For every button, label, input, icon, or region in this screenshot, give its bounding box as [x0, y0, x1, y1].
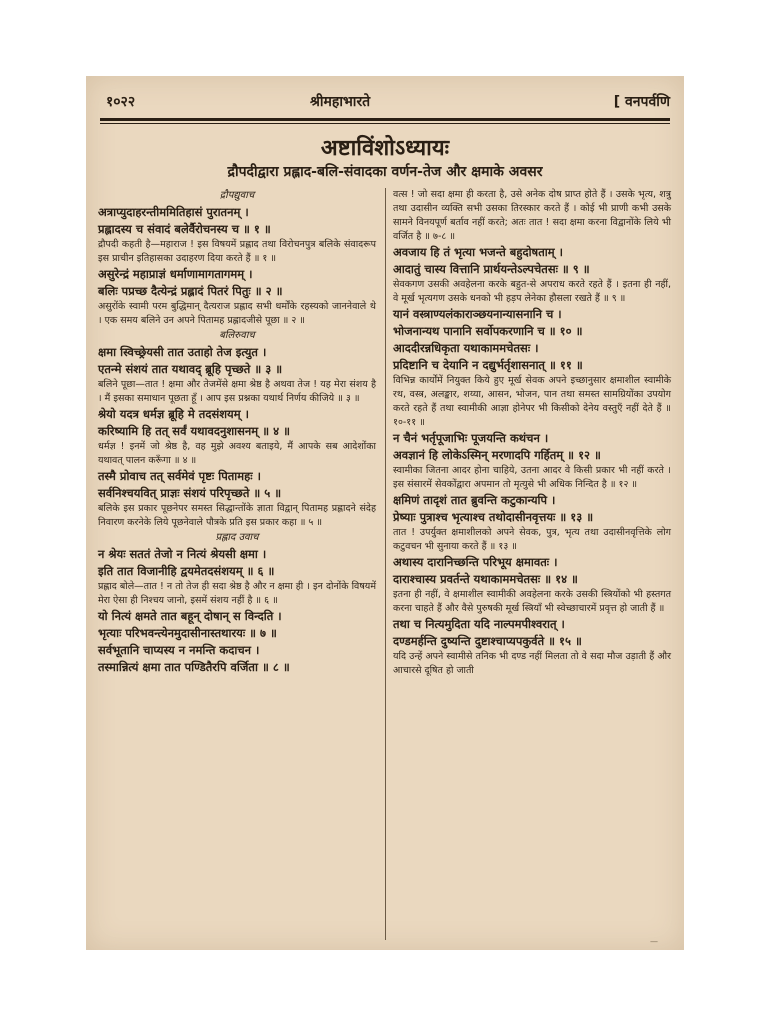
translation-paragraph: प्रह्लाद बोले—तात ! न तो तेज ही सदा श्रेष्ठ है और न क्षमा ही । इन दोनोंके विषयमें मेरा ऐसा ही निश्चय जानो, इसमें संशय नहीं है ॥ ६ ॥ — [98, 581, 376, 606]
verse-line: दाराश्चास्य प्रवर्तन्ते यथाकाममचेतसः ॥ १४ ॥ — [393, 572, 578, 586]
book-title: श्रीमहाभारते — [310, 94, 371, 110]
chapter-title: अष्टाविंशोऽध्यायः — [320, 136, 450, 161]
translation-paragraph: बलिने पूछा—तात ! क्षमा और तेजमेंसे क्षमा श्रेष्ठ है अथवा तेज ! यह मेरा संशय है । मैं इसका समाधान पूछता हूँ । आप इस प्रश्नका यथार्थ निर्णय कीजिये ॥ ३ ॥ — [98, 379, 376, 404]
translation-paragraph: बलिके इस प्रकार पूछनेपर समस्त सिद्धान्तोंके ज्ञाता विद्वान् पितामह प्रह्लादने संदेह निवारण करनेके लिये पूछनेवाले पौत्रके प्रति इस प्रकार कहा ॥ ५ ॥ — [98, 503, 376, 528]
verse-line: प्रेष्याः पुत्राश्च भृत्याश्च तथोदासीनवृत्तयः ॥ १३ ॥ — [393, 510, 594, 524]
verse-line: तथा च नित्यमुदिता यदि नाल्पमपीश्वरात् । — [393, 617, 565, 631]
verse-line: न श्रेयः सततं तेजो न नित्यं श्रेयसी क्षमा । — [98, 547, 267, 561]
verse-line: आदातुं चास्य वित्तानि प्रार्थयन्तेऽल्पचेतसः ॥ ९ ॥ — [393, 262, 590, 276]
translation-paragraph: स्वामीका जितना आदर होना चाहिये, उतना आदर वे किसी प्रकार भी नहीं करते । इस संसारमें सेवकोंद्वारा अपमान तो मृत्युसे भी अधिक निन्दित है ॥ १२ ॥ — [393, 465, 671, 490]
verse-line: भृत्याः परिभवन्त्येनमुदासीनास्तथारयः ॥ ७ ॥ — [98, 626, 277, 640]
translation-paragraph: असुरोंके स्वामी परम बुद्धिमान् दैत्यराज प्रह्लाद सभी धर्मोंके रहस्यको जाननेवाले थे । एक समय बलिने उन अपने पितामह प्रह्लादजीसे पूछा ॥ २ ॥ — [98, 301, 376, 326]
verse-line: आददीरन्नधिकृता यथाकाममचेतसः । — [393, 341, 539, 355]
verse-line: यानं वस्त्राण्यलंकाराञ्छयनान्यासनानि च । — [393, 307, 562, 321]
verse-line: न चैनं भर्तृपूजाभिः पूजयन्ति कथंचन । — [393, 431, 549, 445]
translation-paragraph: विभिन्न कार्योंमें नियुक्त किये हुए मूर्ख सेवक अपने इच्छानुसार क्षमाशील स्वामीके रथ, वस्त्र, अलङ्कार, शय्या, आसन, भोजन, पान तथा समस्त सामग्रियोंका उपयोग करते रहते हैं तथा स्वामीकी आज्ञा होनेपर भी किसीको देनेय वस्तुएँ नहीं देते हैं ॥ १०-११ ॥ — [393, 375, 671, 428]
verse-line: तस्मान्नित्यं क्षमा तात पण्डितैरपि वर्जिता ॥ ८ ॥ — [98, 660, 290, 674]
verse-line: असुरेन्द्रं महाप्राज्ञं धर्माणामागतागमम् । — [98, 267, 253, 281]
verse-line: दण्डमर्हन्ति दुष्यन्ति दुष्टाश्चाप्यपकुर्वते ॥ १५ ॥ — [393, 634, 582, 648]
verse-line: प्रह्लादस्य च संवादं बलेर्वैरोचनस्य च ॥ १ ॥ — [98, 222, 271, 236]
header-rule — [100, 118, 670, 121]
translation-paragraph: सेवकगण उसकी अवहेलना करके बहुत-से अपराध करते रहते हैं । इतना ही नहीं, वे मूर्ख भृत्यगण उसके धनको भी हड़प लेनेका हौसला रखते हैं ॥ ९ ॥ — [393, 279, 671, 304]
translation-paragraph: इतना ही नहीं, वे क्षमाशील स्वामीकी अवहेलना करके उसकी स्त्रियोंको भी हस्तगत करना चाहते हैं और वैसे पुरुषकी मूर्ख स्त्रियाँ भी स्वेच्छाचारमें प्रवृत्त हो जाती हैं ॥ — [393, 589, 671, 614]
verse-line: एतन्मे संशयं तात यथावद् ब्रूहि पृच्छते ॥ ३ ॥ — [98, 362, 283, 376]
header-rule-thin — [100, 123, 670, 124]
speaker-heading: बलिरुवाच — [219, 330, 255, 341]
speaker-heading: प्रह्लाद उवाच — [215, 532, 259, 543]
verse-line: श्रेयो यदत्र धर्मज्ञ ब्रूहि मे तदसंशयम् । — [98, 407, 249, 421]
running-header — [100, 90, 670, 116]
page-number: १०२२ — [106, 94, 136, 110]
translation-paragraph: यदि उन्हें अपने स्वामीसे तनिक भी दण्ड नहीं मिलता तो वे सदा मौज उड़ाती हैं और आचारसे दूषित हो जाती — [393, 651, 671, 676]
verse-line: क्षमिणं तादृशं तात ब्रुवन्ति कटुकान्यपि । — [393, 493, 556, 507]
book-page — [86, 76, 684, 950]
verse-line: प्रदिष्टानि च देयानि न दद्युर्भर्तृशासनात् ॥ ११ ॥ — [393, 358, 583, 372]
verse-line: भोजनान्यथ पानानि सर्वोपकरणानि च ॥ १० ॥ — [393, 324, 583, 338]
print-mark: — — [650, 937, 658, 946]
translation-paragraph: तात ! उपर्युक्त क्षमाशीलको अपने सेवक, पुत्र, भृत्य तथा उदासीनवृत्तिके लोग कटुवचन भी सुनाया करते हैं ॥ १३ ॥ — [393, 527, 671, 552]
verse-line: सर्वभूतानि चाप्यस्य न नमन्ति कदाचन । — [98, 643, 260, 657]
verse-line: यो नित्यं क्षमते तात बहून् दोषान् स विन्दति । — [98, 609, 282, 623]
right-column — [393, 188, 671, 678]
verse-line: क्षमा स्विच्छ्रेयसी तात उताहो तेज इत्युत । — [98, 345, 267, 359]
translation-paragraph: द्रौपदी कहती है—महाराज ! इस विषयमें प्रह्लाद तथा विरोचनपुत्र बलिके संवादरूप इस प्राचीन इतिहासका उदाहरण दिया करते हैं ॥ १ ॥ — [98, 239, 376, 264]
verse-line: इति तात विजानीहि द्वयमेतदसंशयम् ॥ ६ ॥ — [98, 564, 275, 578]
verse-line: सर्वनिश्चयवित् प्राज्ञः संशयं परिपृच्छते ॥ ५ ॥ — [98, 486, 282, 500]
chapter-subtitle: द्रौपदीद्वारा प्रह्लाद-बलि-संवादका वर्णन-तेज और क्षमाके अवसर — [227, 164, 543, 180]
section-name: [ वनपर्वणि — [613, 94, 670, 110]
translation-paragraph: धर्मज्ञ ! इनमें जो श्रेष्ठ है, वह मुझे अवश्य बताइये, मैं आपके सब आदेशोंका यथावत् पालन करूँगा ॥ ४ ॥ — [98, 441, 376, 466]
verse-line: अवजाय हि तं भृत्या भजन्ते बहुदोषताम् । — [393, 245, 563, 259]
column-divider — [385, 188, 386, 940]
verse-line: अवज्ञानं हि लोकेऽस्मिन् मरणादपि गर्हितम् ॥ १२ ॥ — [393, 448, 601, 462]
left-column — [98, 188, 376, 676]
verse-line: तस्मै प्रोवाच तत् सर्वमेवं पृष्टः पितामहः । — [98, 469, 261, 483]
speaker-heading: द्रौपद्युवाच — [219, 190, 255, 201]
verse-line: अथास्य दारानिच्छन्ति परिभूय क्षमावतः । — [393, 555, 558, 569]
verse-line: करिष्यामि हि तत् सर्वं यथावदनुशासनम् ॥ ४ ॥ — [98, 424, 290, 438]
verse-line: बलिः पप्रच्छ दैत्येन्द्रं प्रह्लादं पितरं पितुः ॥ २ ॥ — [98, 284, 283, 298]
verse-line: अत्राप्युदाहरन्तीममितिहासं पुरातनम् । — [98, 205, 249, 219]
translation-paragraph: वत्स ! जो सदा क्षमा ही करता है, उसे अनेक दोष प्राप्त होते हैं । उसके भृत्य, शत्रु तथा उदासीन व्यक्ति सभी उसका तिरस्कार करते हैं । कोई भी प्राणी कभी उसके सामने विनयपूर्ण बर्ताव नहीं करते; अतः तात ! सदा क्षमा करना विद्वानोंके लिये भी वर्जित है ॥ ७-८ ॥ — [393, 189, 671, 242]
